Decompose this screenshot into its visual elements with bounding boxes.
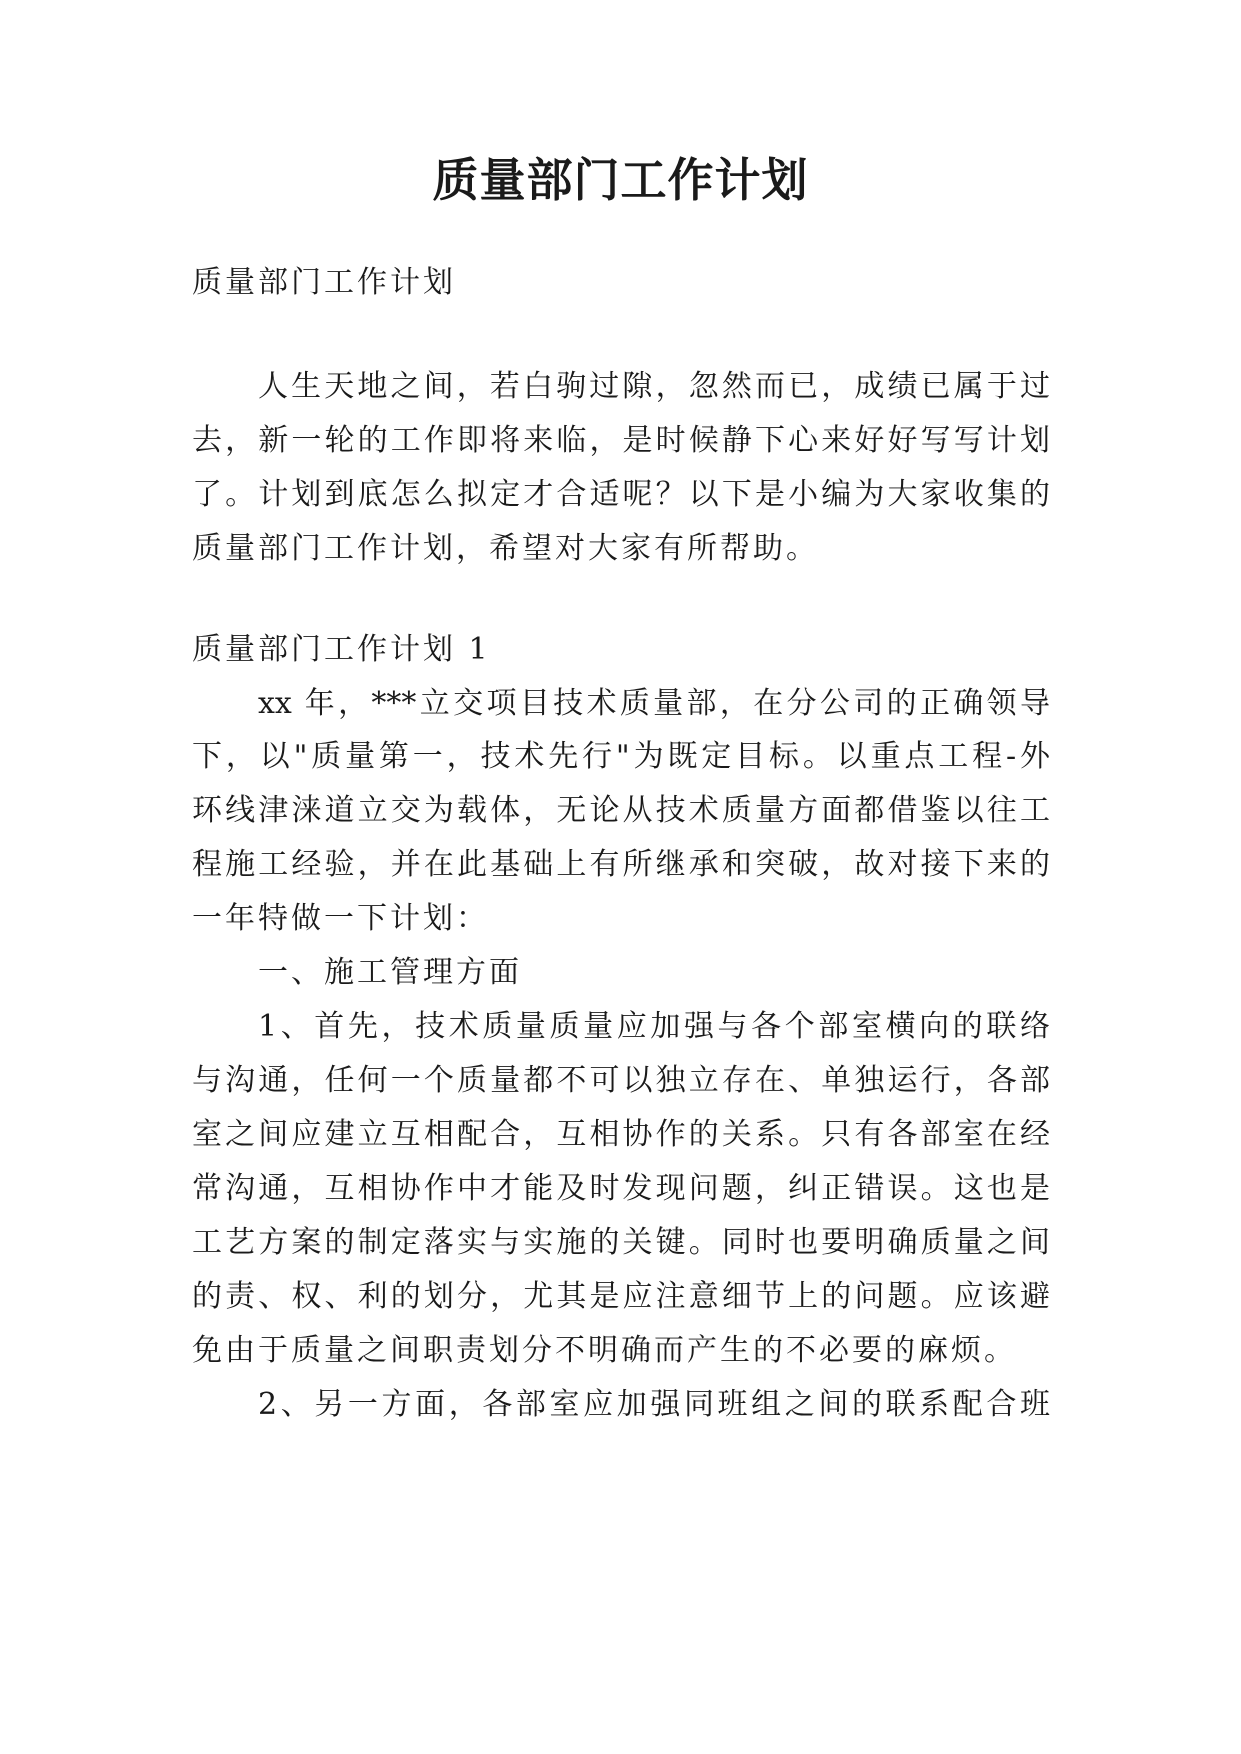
document-title: 质量部门工作计划: [432, 153, 809, 207]
item1-line: 工艺方案的制定落实与实施的关键。同时也要明确质量之间: [192, 1225, 1050, 1260]
item1-line: 室之间应建立互相配合，互相协作的关系。只有各部室在经: [192, 1117, 1050, 1152]
item1-line: 1、首先，技术质量质量应加强与各个部室横向的联络: [258, 1009, 1050, 1044]
para1-line: 一年特做一下计划：: [192, 901, 489, 936]
para1-line: 程施工经验，并在此基础上有所继承和突破，故对接下来的: [192, 847, 1050, 882]
heading-construction-management: 一、施工管理方面: [258, 955, 522, 990]
document-subtitle: 质量部门工作计划: [192, 265, 456, 300]
section-title: 质量部门工作计划 1: [192, 632, 491, 667]
item1-line: 常沟通，互相协作中才能及时发现问题，纠正错误。这也是: [192, 1171, 1050, 1206]
intro-line: 去，新一轮的工作即将来临，是时候静下心来好好写写计划: [192, 423, 1050, 458]
para1-line: xx 年，***立交项目技术质量部，在分公司的正确领导: [258, 686, 1050, 721]
intro-line: 质量部门工作计划，希望对大家有所帮助。: [192, 531, 819, 566]
item2-line: 2、另一方面，各部室应加强同班组之间的联系配合班: [258, 1387, 1050, 1422]
para1-line: 下，以"质量第一，技术先行"为既定目标。以重点工程-外: [192, 739, 1050, 774]
intro-line: 人生天地之间，若白驹过隙，忽然而已，成绩已属于过: [258, 369, 1050, 404]
item1-line: 的责、权、利的划分，尤其是应注意细节上的问题。应该避: [192, 1279, 1050, 1314]
intro-line: 了。计划到底怎么拟定才合适呢？以下是小编为大家收集的: [192, 477, 1050, 512]
item1-line: 免由于质量之间职责划分不明确而产生的不必要的麻烦。: [192, 1333, 1017, 1368]
item1-line: 与沟通，任何一个质量都不可以独立存在、单独运行，各部: [192, 1063, 1050, 1098]
para1-line: 环线津涞道立交为载体，无论从技术质量方面都借鉴以往工: [192, 793, 1050, 828]
